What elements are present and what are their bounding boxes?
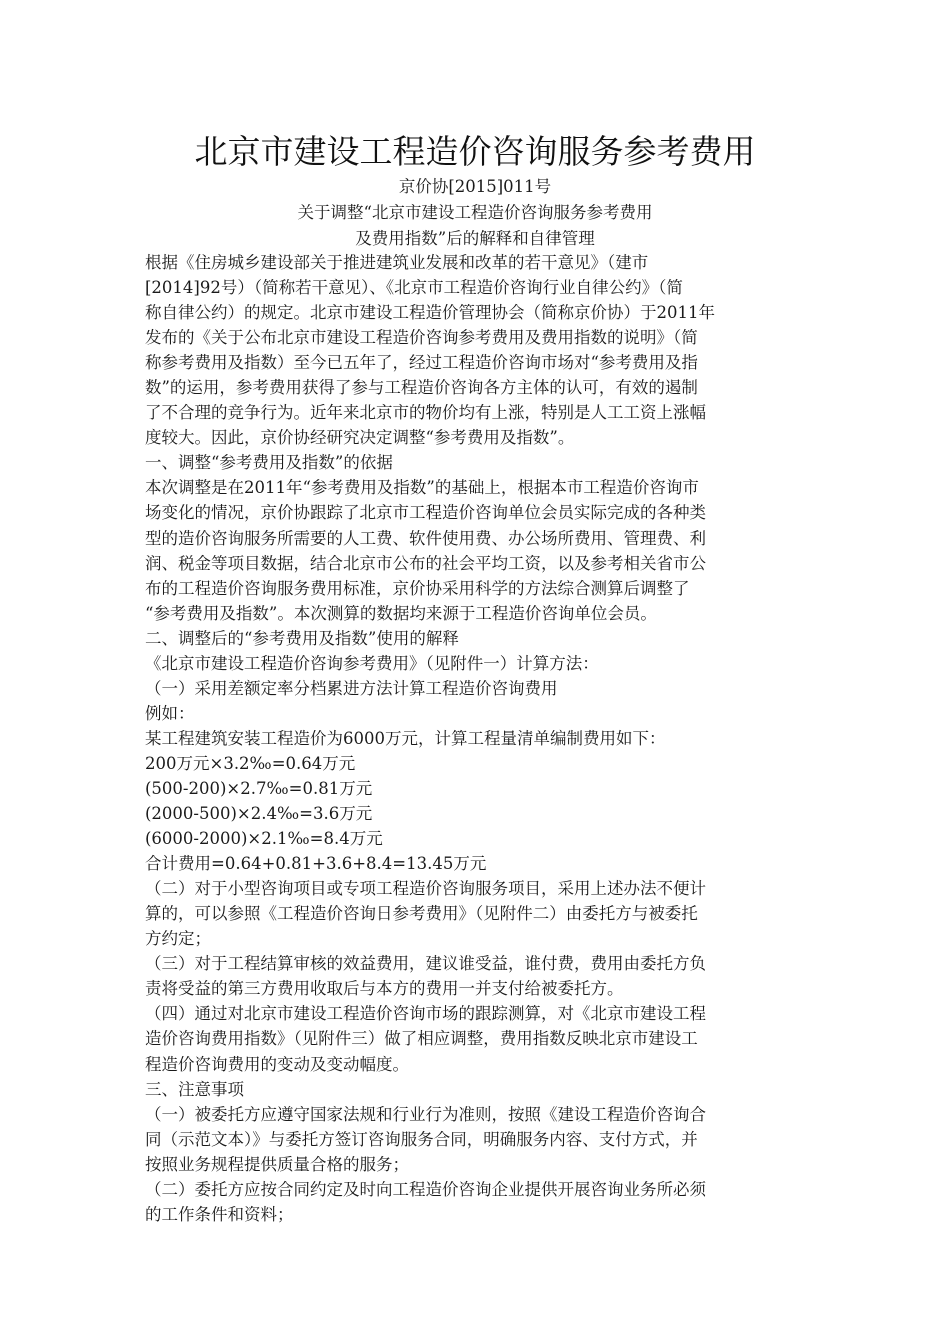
body-line: 例如： xyxy=(145,703,195,723)
body-line: 场变化的情况，京价协跟踪了北京市工程造价咨询单位会员实际完成的各种类 xyxy=(145,503,706,523)
body-line: （一）被委托方应遵守国家法规和行业行为准则，按照《建设工程造价咨询合 xyxy=(145,1104,706,1124)
body-line: 某工程建筑安装工程造价为6000万元，计算工程量清单编制费用如下： xyxy=(145,728,666,748)
section-heading-2: 二、调整后的“参考费用及指数”使用的解释 xyxy=(145,628,459,648)
body-line: 度较大。因此，京价协经研究决定调整“参考费用及指数”。 xyxy=(145,428,575,448)
body-line: 称自律公约）的规定。北京市建设工程造价管理协会（简称京价协）于2011年 xyxy=(145,303,715,323)
body-line: 本次调整是在2011年“参考费用及指数”的基础上，根据本市工程造价咨询市 xyxy=(145,478,699,498)
calculation-line: (6000-2000)×2.1‰=8.4万元 xyxy=(145,829,383,849)
subtitle-line-2: 及费用指数”后的解释和自律管理 xyxy=(355,229,595,248)
body-line: 了不合理的竞争行为。近年来北京市的物价均有上涨，特别是人工工资上涨幅 xyxy=(145,403,706,423)
document-body xyxy=(145,250,815,1227)
body-line: 润、税金等项目数据，结合北京市公布的社会平均工资，以及参考相关省市公 xyxy=(145,553,706,573)
body-line: 根据《住房城乡建设部关于推进建筑业发展和改革的若干意见》（建市 xyxy=(145,253,649,272)
body-line: 责将受益的第三方费用收取后与本方的费用一并支付给被委托方。 xyxy=(145,979,624,999)
body-line: 方约定； xyxy=(145,929,211,949)
body-line: 同（示范文本）》与委托方签订咨询服务合同，明确服务内容、支付方式，并 xyxy=(145,1129,698,1149)
subtitle-line-1: 关于调整“北京市建设工程造价咨询服务参考费用 xyxy=(297,203,653,222)
body-line: （一）采用差额定率分档累进方法计算工程造价咨询费用 xyxy=(145,678,558,698)
body-line: （二）委托方应按合同约定及时向工程造价咨询企业提供开展咨询业务所必须 xyxy=(145,1179,706,1199)
section-heading-3: 三、注意事项 xyxy=(145,1079,244,1099)
document-title: 北京市建设工程造价咨询服务参考费用 xyxy=(194,132,756,171)
body-line: 按照业务规程提供质量合格的服务； xyxy=(145,1154,409,1174)
body-line: 的工作条件和资料； xyxy=(145,1204,294,1224)
body-line: （四）通过对北京市建设工程造价咨询市场的跟踪测算，对《北京市建设工程 xyxy=(145,1004,706,1024)
body-line: （二）对于小型咨询项目或专项工程造价咨询服务项目，采用上述办法不便计 xyxy=(145,879,706,899)
body-line: 发布的《关于公布北京市建设工程造价咨询参考费用及费用指数的说明》（简 xyxy=(145,328,698,348)
calculation-total: 合计费用=0.64+0.81+3.6+8.4=13.45万元 xyxy=(145,854,487,874)
body-line: 程造价咨询费用的变动及变动幅度。 xyxy=(145,1054,409,1074)
body-line: 布的工程造价咨询服务费用标准，京价协采用科学的方法综合测算后调整了 xyxy=(145,578,690,598)
calculation-line: 200万元×3.2‰=0.64万元 xyxy=(145,753,356,773)
body-line: [2014]92号）（简称若干意见）、《北京市工程造价咨询行业自律公约》（简 xyxy=(145,278,683,298)
body-line: （三）对于工程结算审核的效益费用，建议谁受益，谁付费，费用由委托方负 xyxy=(145,954,706,974)
body-line: “参考费用及指数”。本次测算的数据均来源于工程造价咨询单位会员。 xyxy=(145,603,657,623)
body-line: 造价咨询费用指数》（见附件三）做了相应调整，费用指数反映北京市建设工 xyxy=(145,1029,698,1049)
body-line: 称参考费用及指数）至今已五年了，经过工程造价咨询市场对“参考费用及指 xyxy=(145,353,698,373)
section-heading-1: 一、调整“参考费用及指数”的依据 xyxy=(145,453,393,473)
calculation-line: (500-200)×2.7‰=0.81万元 xyxy=(145,778,373,798)
body-line: 型的造价咨询服务所需要的人工费、软件使用费、办公场所费用、管理费、利 xyxy=(145,528,706,548)
body-line: 数”的运用，参考费用获得了参与工程造价咨询各方主体的认可，有效的遏制 xyxy=(145,378,698,398)
body-line: 《北京市建设工程造价咨询参考费用》（见附件一）计算方法： xyxy=(145,653,599,673)
calculation-line: (2000-500)×2.4‰=3.6万元 xyxy=(145,804,373,824)
document-number: 京价协[2015]011号 xyxy=(398,177,552,196)
body-line: 算的，可以参照《工程造价咨询日参考费用》（见附件二）由委托方与被委托 xyxy=(145,904,698,924)
